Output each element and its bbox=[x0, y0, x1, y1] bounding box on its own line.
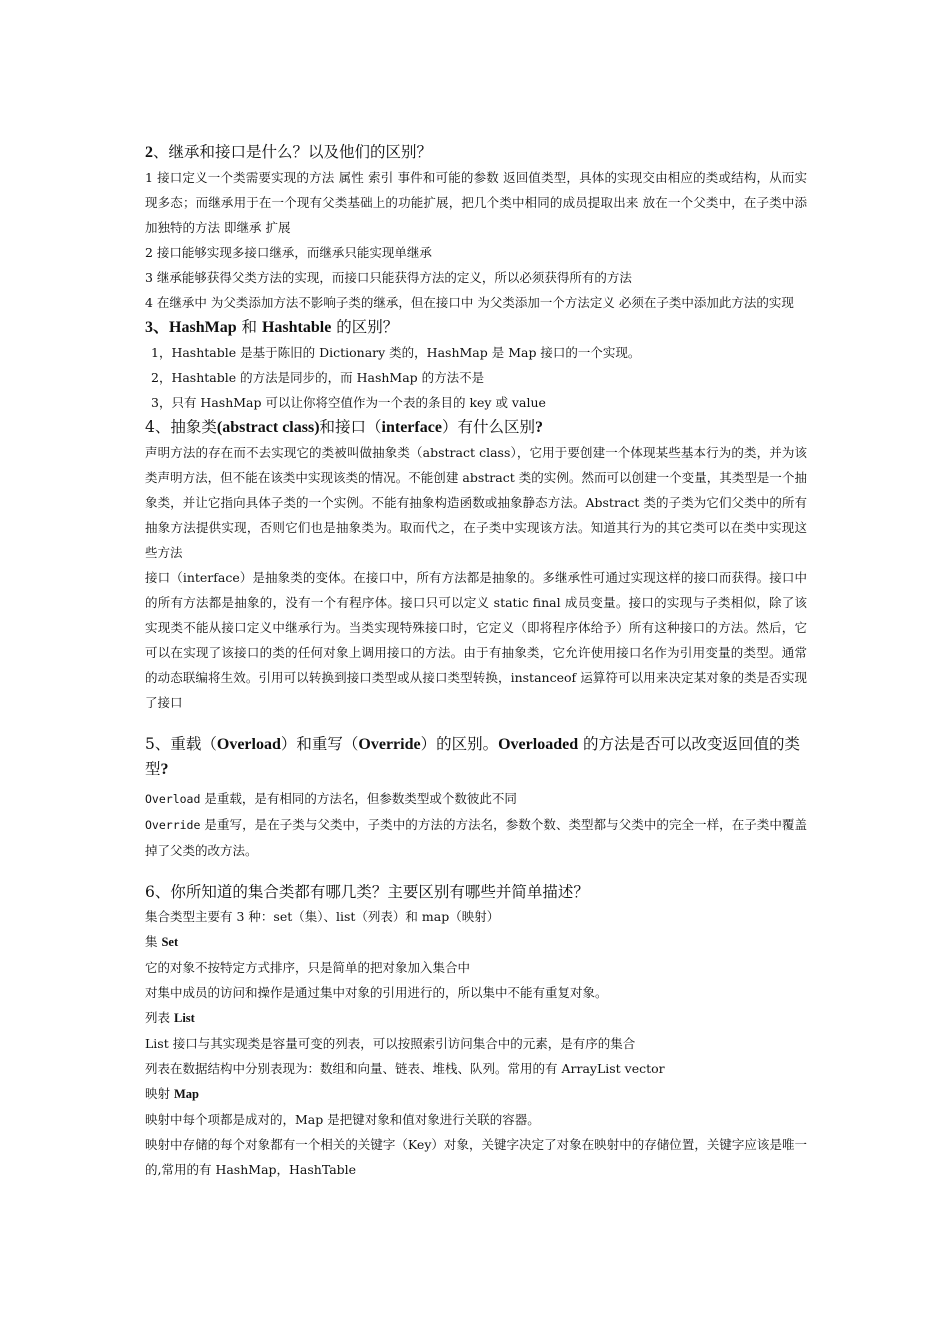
map-line-1: 映射中每个项都是成对的，Map 是把键对象和值对象进行关联的容器。 bbox=[145, 1112, 540, 1127]
map-line-2: 映射中存储的每个对象都有一个相关的关键字（Key）对象，关键字决定了对象在映射中的存储位置，关键字应该是唯一的,常用的有 HashMap，HashTable bbox=[145, 1137, 807, 1177]
section-5-line-1 bbox=[145, 786, 807, 812]
override-text: 是重写，是在子类与父类中，子类中的方法的方法名，参数个数、类型都与父类中的完全一样，在子类中覆盖掉了父类的改方法。 bbox=[145, 817, 807, 858]
section-2-line-4: 4 在继承中 为父类添加方法不影响子类的继承，但在接口中 为父类添加一个方法定义 必须在子类中添加此方法的实现 bbox=[145, 295, 794, 310]
spacer bbox=[145, 715, 807, 732]
document-page bbox=[145, 140, 807, 1182]
section-2-line-3: 3 继承能够获得父类方法的实现，而接口只能获得方法的定义，所以必须获得所有的方法 bbox=[145, 270, 632, 285]
set-line-2: 对集中成员的访问和操作是通过集中对象的引用进行的，所以集中不能有重复对象。 bbox=[145, 985, 608, 1000]
section-6-intro: 集合类型主要有 3 种：set（集）、list（列表）和 map（映射） bbox=[145, 909, 500, 924]
section-2-line-2: 2 接口能够实现多接口继承，而继承只能实现单继承 bbox=[145, 245, 432, 260]
section-3-title-post: 的区别？ bbox=[331, 318, 399, 336]
section-5-title-b3: Overloaded bbox=[498, 736, 579, 753]
section-4-title-mid: 和接口（ bbox=[319, 418, 382, 436]
section-6-title: 6、你所知道的集合类都有哪几类？主要区别有哪些并简单描述？ bbox=[145, 883, 589, 901]
section-5-title-post: 的方法是否可以改变返回值的类型 bbox=[145, 735, 801, 778]
overload-text: 是重载，是有相同的方法名，但参数类型或个数彼此不同 bbox=[200, 791, 517, 806]
section-3-title bbox=[145, 315, 807, 340]
section-5-title-mid2: ）的区别。 bbox=[420, 735, 499, 753]
section-5-title-mid: ）和重写（ bbox=[280, 735, 359, 753]
section-3-title-b1: HashMap bbox=[169, 319, 237, 336]
spacer bbox=[145, 863, 807, 880]
section-5-title-b2: Override bbox=[358, 736, 421, 753]
section-5-title-pre: 5、重载（ bbox=[145, 735, 217, 753]
section-3-line-1: 1，Hashtable 是基于陈旧的 Dictionary 类的，HashMap 是 Map 接口的一个实现。 bbox=[151, 345, 641, 360]
list-line-2: 列表在数据结构中分别表现为：数组和向量、链表、堆栈、队列。常用的有 ArrayList vector bbox=[145, 1061, 665, 1076]
section-4-title-post: ）有什么区别 bbox=[441, 418, 535, 436]
section-5-line-2 bbox=[145, 812, 807, 863]
section-2-title-text: 、继承和接口是什么？以及他们的区别？ bbox=[153, 143, 433, 161]
section-4-title-b2: interface bbox=[381, 419, 442, 436]
section-2-line-1: 1 接口定义一个类需要实现的方法 属性 索引 事件和可能的参数 返回值类型，具体的实现交由相应的类或结构，从而实现多态；而继承用于在一个现有父类基础上的功能扩展，把几个类中相同的成员提取出来 放在一个父类中，在子类中添加独特的方法 即继承 扩展 bbox=[145, 170, 807, 235]
section-5-title bbox=[145, 732, 807, 782]
section-2-number: 2 bbox=[145, 144, 153, 161]
set-line-1: 它的对象不按特定方式排序，只是简单的把对象加入集合中 bbox=[145, 960, 471, 975]
section-3-line-3: 3，只有 HashMap 可以让你将空值作为一个表的条目的 key 或 value bbox=[151, 395, 546, 410]
section-4-title bbox=[145, 415, 807, 440]
section-3-title-pre: 3、 bbox=[145, 319, 170, 336]
section-2-title bbox=[145, 140, 807, 165]
map-name: Map bbox=[173, 1087, 199, 1101]
map-heading bbox=[145, 1081, 807, 1107]
set-name: Set bbox=[161, 935, 179, 949]
section-4-para-2: 接口（interface）是抽象类的变体。在接口中，所有方法都是抽象的。多继承性可通过实现这样的接口而获得。接口中的所有方法都是抽象的，没有一个有程序体。接口只可以定义 static final 成员变量。接口的实现与子类相似，除了该实现类不能从接口定义中继承行为。当类实现特殊接口时，它定义（即将程序体给予）所有这种接口的方法。然后，它可以在实现了该接口的类的任何对象上调用接口的方法。由于有抽象类，它允许使用接口名作为引用变量的类型。通常的动态联编将生效。引用可以转换到接口类型或从接口类型转换，instanceof 运算符可以用来决定某对象的类是否实现了接口 bbox=[145, 570, 807, 710]
section-4-title-b1: (abstract class) bbox=[216, 419, 320, 436]
override-code: Override bbox=[145, 818, 201, 832]
set-label: 集 bbox=[145, 934, 162, 949]
list-heading bbox=[145, 1005, 807, 1031]
list-name: List bbox=[173, 1011, 195, 1025]
section-3-line-2: 2，Hashtable 的方法是同步的，而 HashMap 的方法不是 bbox=[151, 370, 485, 385]
section-3-title-mid: 和 bbox=[236, 318, 262, 336]
section-5-title-q: ? bbox=[160, 761, 169, 778]
overload-code: Overload bbox=[145, 792, 201, 806]
section-5-title-b1: Overload bbox=[216, 736, 281, 753]
section-4-title-q: ? bbox=[534, 419, 543, 436]
list-line-1: List 接口与其实现类是容量可变的列表，可以按照索引访问集合中的元素，是有序的集合 bbox=[145, 1036, 636, 1051]
set-heading bbox=[145, 929, 807, 955]
list-label: 列表 bbox=[145, 1010, 174, 1025]
map-label: 映射 bbox=[145, 1086, 174, 1101]
section-4-para-1: 声明方法的存在而不去实现它的类被叫做抽象类（abstract class），它用于要创建一个体现某些基本行为的类，并为该类声明方法，但不能在该类中实现该类的情况。不能创建 abstract 类的实例。然而可以创建一个变量，其类型是一个抽象类，并让它指向具体子类的一个实例。不能有抽象构造函数或抽象静态方法。Abstract 类的子类为它们父类中的所有抽象方法提供实现，否则它们也是抽象类为。取而代之，在子类中实现该方法。知道其行为的其它类可以在类中实现这些方法 bbox=[145, 445, 807, 560]
section-3-title-b2: Hashtable bbox=[261, 319, 332, 336]
section-4-title-pre: 4、抽象类 bbox=[145, 418, 217, 436]
